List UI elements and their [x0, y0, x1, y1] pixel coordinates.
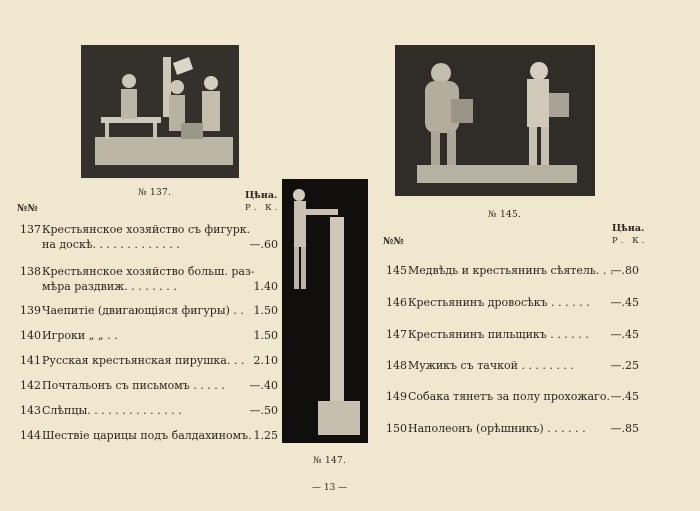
photo-145 — [395, 45, 595, 196]
list-item: 138Крестьянское хозяйство больш. раз- мѣра раздвиж. . . . . . . . 1.40 — [20, 265, 278, 293]
price: —.45 — [610, 390, 639, 403]
price: 1.40 — [253, 280, 278, 293]
photo-137 — [81, 45, 239, 178]
right-header-price: Цѣна. — [612, 223, 645, 234]
list-item: 144Шествіе царицы подъ балдахиномъ. 1.25 — [20, 429, 278, 442]
price: —.45 — [610, 328, 639, 341]
list-item: 149Собака тянетъ за полу прохожаго. —.45 — [386, 390, 639, 403]
right-header-units: Р. К. — [612, 236, 648, 246]
carving-147-image — [282, 179, 368, 443]
price: —.40 — [249, 379, 278, 392]
caption-147: № 147. — [313, 456, 347, 466]
list-item: 139Чаепитіе (двигающіяся фигуры) . . 1.50 — [20, 304, 278, 317]
list-item: 150Наполеонъ (орѣшникъ) . . . . . . —.85 — [386, 422, 639, 435]
list-item: 142Почтальонъ съ письмомъ . . . . . —.40 — [20, 379, 278, 392]
price: 1.50 — [253, 304, 278, 317]
price: —.80 — [610, 264, 639, 277]
price: —.45 — [610, 296, 639, 309]
page-number: — 13 — — [312, 483, 348, 493]
price: —.50 — [249, 404, 278, 417]
list-item: 148Мужикъ съ тачкой . . . . . . . . —.25 — [386, 359, 639, 372]
list-item: 147Крестьянинъ пильщикъ . . . . . . —.45 — [386, 328, 639, 341]
price: —.85 — [610, 422, 639, 435]
left-header-price: Цѣна. — [245, 190, 278, 201]
caption-145: № 145. — [488, 210, 522, 220]
price: 1.25 — [253, 429, 278, 442]
list-item: 140Игроки „ „ . . 1.50 — [20, 329, 278, 342]
price: 1.50 — [253, 329, 278, 342]
list-item: 141Русская крестьянская пирушка. . . 2.10 — [20, 354, 278, 367]
price: —.60 — [249, 238, 278, 251]
left-header-number: №№ — [17, 203, 38, 214]
right-header-number: №№ — [383, 236, 404, 247]
photo-147 — [282, 179, 368, 443]
price: 2.10 — [253, 354, 278, 367]
list-item: 146Крестьянинъ дровосѣкъ . . . . . . —.45 — [386, 296, 639, 309]
list-item: 145Медвѣдь и крестьянинъ сѣятель. . . —.80 — [386, 264, 639, 277]
carving-137-image — [81, 45, 239, 178]
left-header-units: Р. К. — [245, 203, 281, 213]
list-item: 143Слѣпцы. . . . . . . . . . . . . . —.50 — [20, 404, 278, 417]
list-item: 137Крестьянское хозяйство съ фигурк. на доскѣ. . . . . . . . . . . . . —.60 — [20, 223, 278, 251]
price: —.25 — [610, 359, 639, 372]
caption-137: № 137. — [138, 188, 172, 198]
carving-145-image — [395, 45, 595, 196]
